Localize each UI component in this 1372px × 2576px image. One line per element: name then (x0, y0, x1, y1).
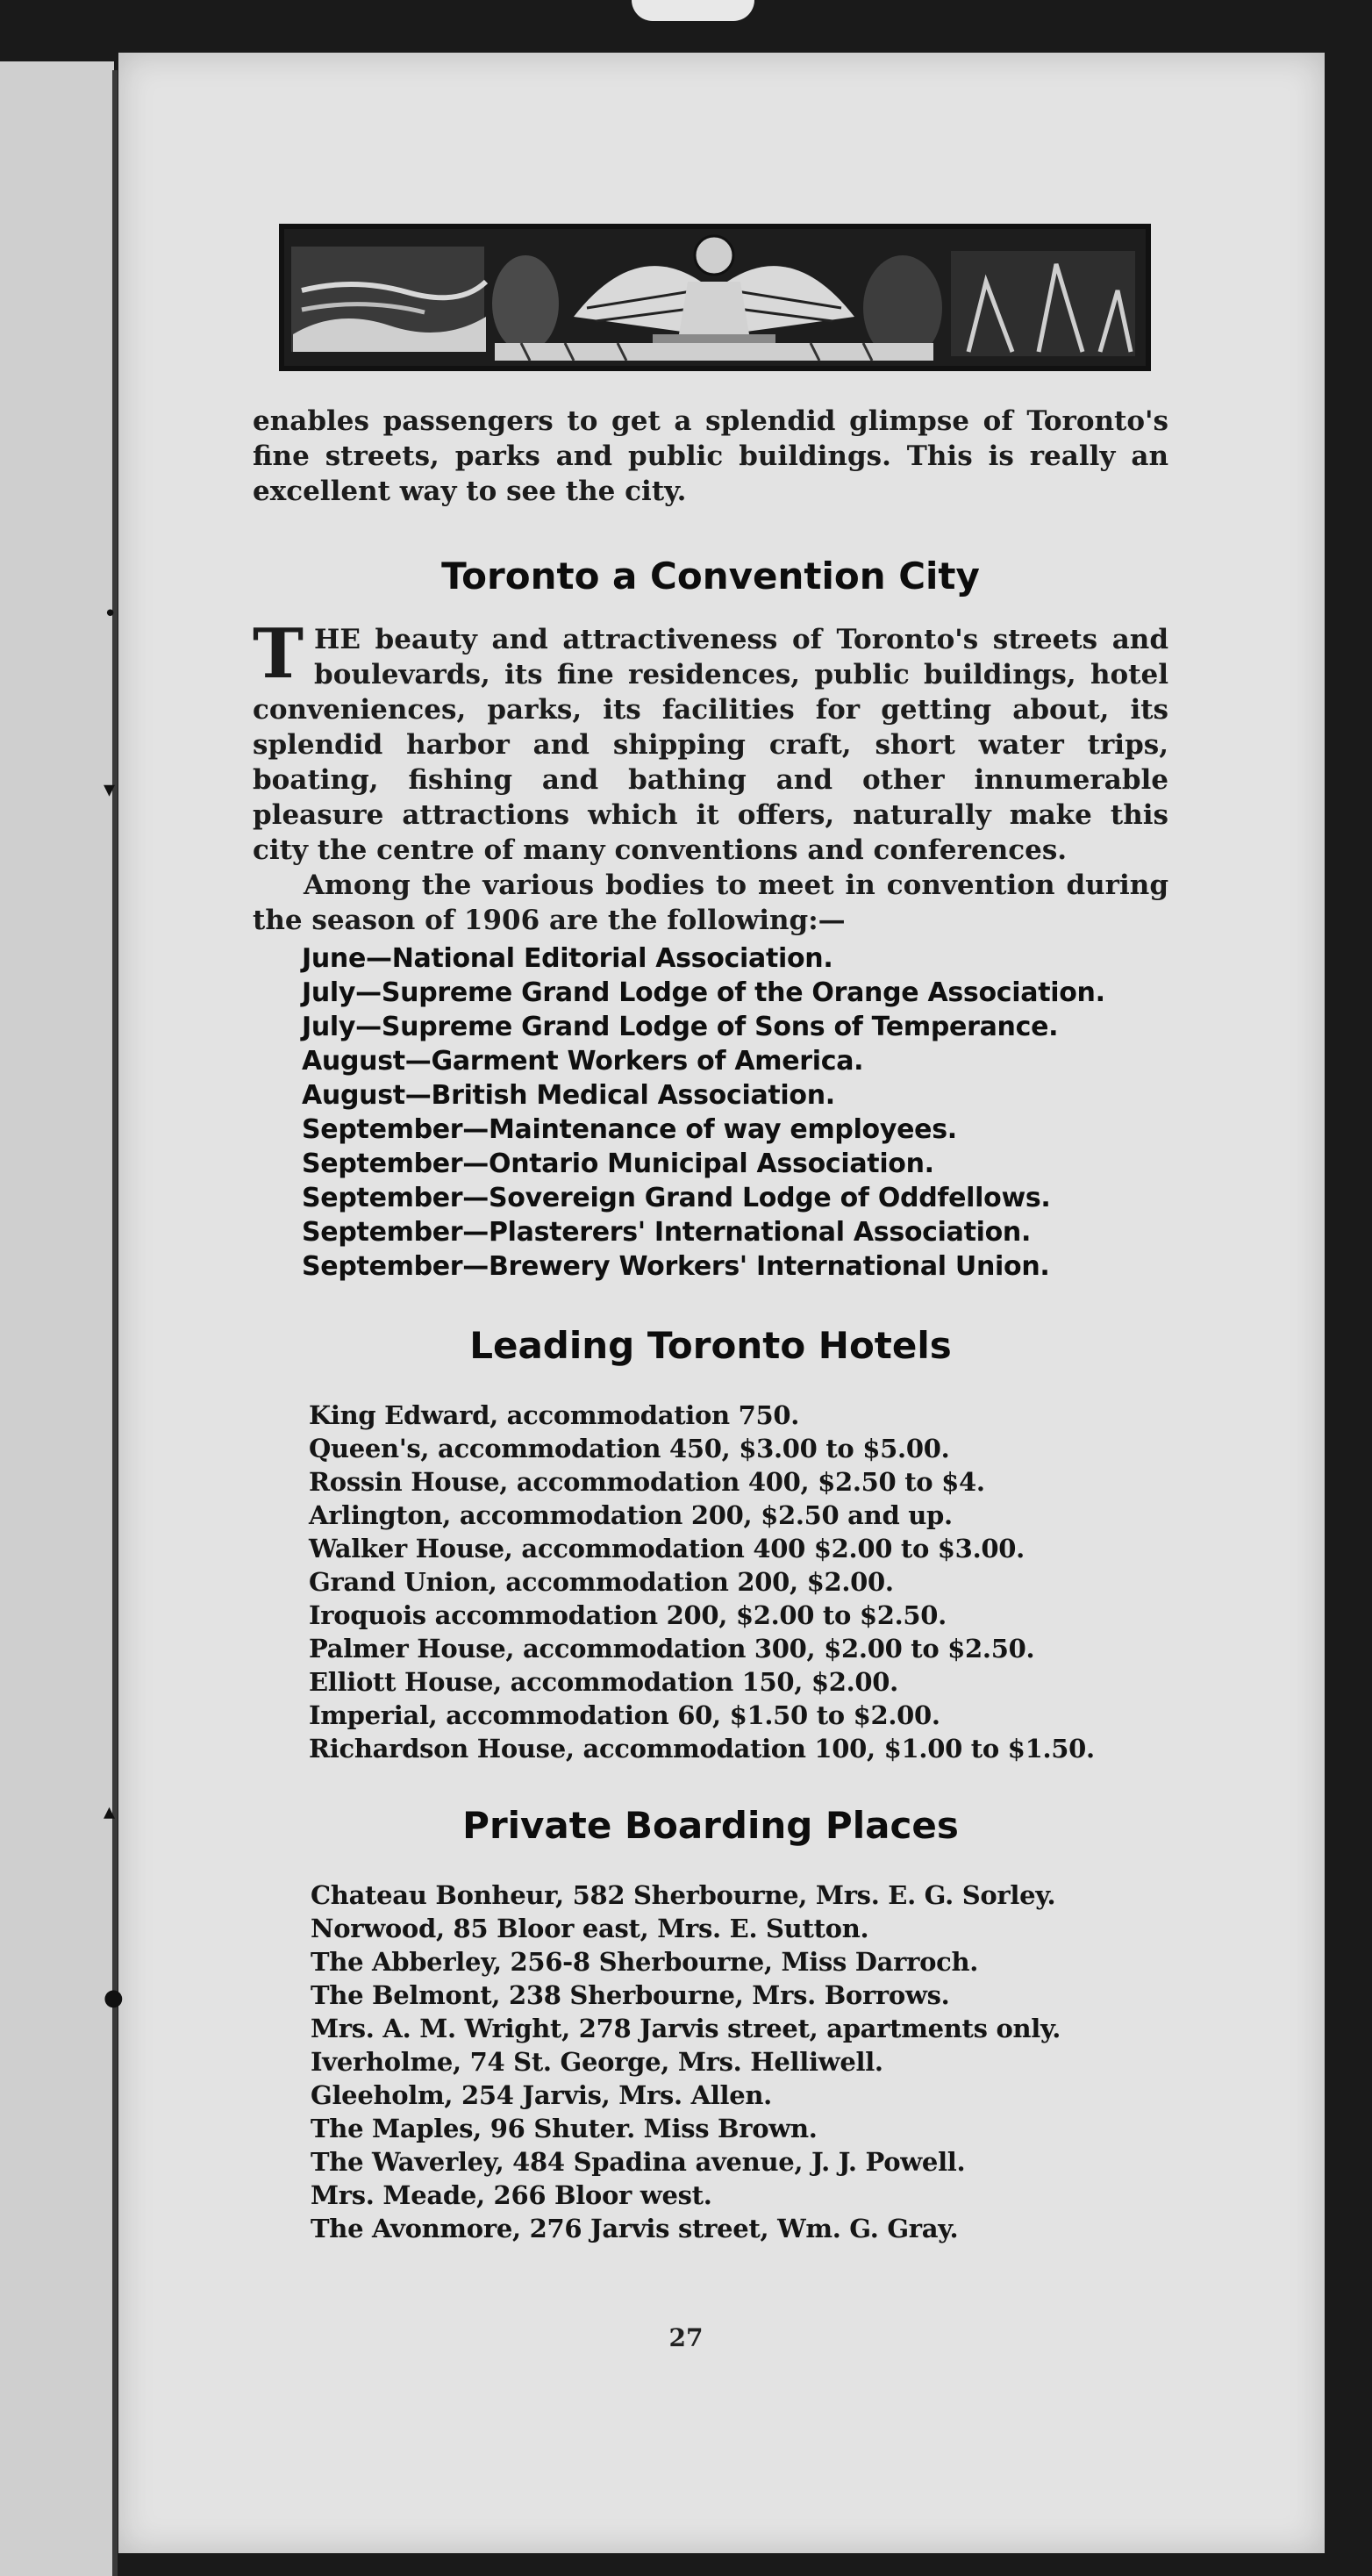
convention-heading: Toronto a Convention City (441, 555, 980, 597)
list-item: September—Ontario Municipal Association. (302, 1148, 934, 1179)
list-item: September—Brewery Workers' International Union. (302, 1251, 1050, 1282)
list-item: Richardson House, accommodation 100, $1.00 to $1.50. (309, 1734, 1095, 1764)
margin-arrow-down-mark: ▾ (104, 776, 116, 803)
list-item: June—National Editorial Association. (302, 943, 833, 974)
list-item: Rossin House, accommodation 400, $2.50 to $4. (309, 1467, 985, 1497)
page-gutter (112, 70, 118, 2576)
list-item: Iverholme, 74 St. George, Mrs. Helliwell. (311, 2047, 883, 2077)
list-item: The Abberley, 256-8 Sherbourne, Miss Darroch. (311, 1947, 979, 1977)
list-item: July—Supreme Grand Lodge of Sons of Temperance. (302, 1012, 1059, 1042)
list-item: Imperial, accommodation 60, $1.50 to $2.00. (309, 1700, 940, 1730)
list-item: July—Supreme Grand Lodge of the Orange Association. (302, 977, 1105, 1008)
convention-intro-list-paragraph: Among the various bodies to meet in convention during the season of 1906 are the following:— (253, 869, 1168, 936)
scan-top-mark (632, 0, 754, 21)
list-item: Chateau Bonheur, 582 Sherbourne, Mrs. E. G. Sorley. (311, 1880, 1056, 1910)
boarding-list (311, 1878, 1168, 2245)
list-item: Elliott House, accommodation 150, $2.00. (309, 1667, 898, 1697)
convention-events-list (302, 941, 1168, 1284)
list-item: Gleeholm, 254 Jarvis, Mrs. Allen. (311, 2080, 772, 2110)
scan-facing-page-edge (0, 61, 114, 2576)
list-item: Palmer House, accommodation 300, $2.00 to $2.50. (309, 1634, 1035, 1664)
hotels-list (309, 1399, 1168, 1765)
page-content (253, 404, 1168, 2245)
margin-arrow-up-mark: ▴ (104, 1799, 116, 1825)
list-item: Mrs. A. M. Wright, 278 Jarvis street, apartments only. (311, 2014, 1061, 2043)
list-item: The Waverley, 484 Spadina avenue, J. J. Powell. (311, 2147, 966, 2177)
list-item: August—British Medical Association. (302, 1080, 835, 1111)
margin-dot-mark: • (104, 601, 118, 627)
list-item: Norwood, 85 Bloor east, Mrs. E. Sutton. (311, 1914, 869, 1943)
intro-paragraph: enables passengers to get a splendid glimpse of Toronto's fine streets, parks and public buildings. This is really an excellent way to see the city. (253, 405, 1168, 507)
list-item: Queen's, accommodation 450, $3.00 to $5.00. (309, 1434, 950, 1463)
page-number: 27 (668, 2323, 704, 2352)
hotels-heading: Leading Toronto Hotels (469, 1324, 952, 1367)
list-item: The Avonmore, 276 Jarvis street, Wm. G. Gray. (311, 2214, 959, 2243)
list-item: September—Maintenance of way employees. (302, 1114, 957, 1145)
list-item: August—Garment Workers of America. (302, 1046, 864, 1077)
list-item: King Edward, accommodation 750. (309, 1400, 800, 1430)
drop-cap-letter: T (253, 614, 304, 694)
list-item: Walker House, accommodation 400 $2.00 to $3.00. (309, 1534, 1025, 1563)
list-item: Mrs. Meade, 266 Bloor west. (311, 2180, 712, 2210)
list-item: September—Plasterers' International Association. (302, 1217, 1032, 1248)
angel-banner-icon (284, 229, 1146, 366)
convention-paragraph (253, 614, 1168, 868)
list-item: Arlington, accommodation 200, $2.50 and up. (309, 1500, 953, 1530)
list-item: Grand Union, accommodation 200, $2.00. (309, 1567, 894, 1597)
list-item: The Maples, 96 Shuter. Miss Brown. (311, 2114, 818, 2143)
convention-paragraph-text: HE beauty and attractiveness of Toronto's streets and boulevards, its fine residences, public buildings, hotel conveniences, parks, its facilities for getting about, its splendid harbor and shipping craft, short water trips, boating, fishing and bathing and other innumerable pleasure attractions which it offers, naturally make this city the centre of many conventions and conferences. (253, 624, 1168, 866)
list-item: The Belmont, 238 Sherbourne, Mrs. Borrows. (311, 1980, 950, 2010)
boarding-heading: Private Boarding Places (462, 1804, 959, 1847)
margin-blot-mark: ● (104, 1985, 124, 2011)
list-item: Iroquois accommodation 200, $2.00 to $2.50. (309, 1600, 947, 1630)
list-item: September—Sovereign Grand Lodge of Oddfellows. (302, 1183, 1051, 1213)
decorative-header-illustration (279, 224, 1151, 371)
